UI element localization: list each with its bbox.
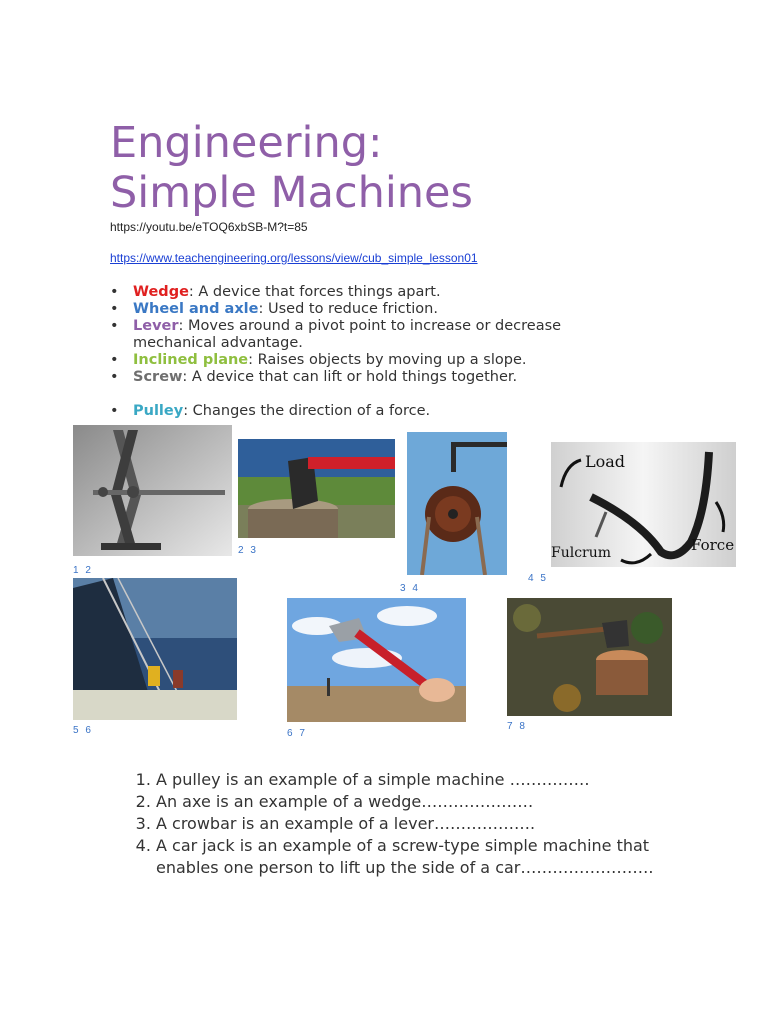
definition-text: : Used to reduce friction. [258, 301, 438, 317]
definition-text: : A device that can lift or hold things together. [182, 369, 518, 385]
definition-text: : Raises objects by moving up a slope. [248, 352, 527, 368]
axe-in-stump-photo [238, 439, 395, 538]
definition-text: : A device that forces things apart. [188, 284, 441, 300]
page-title [110, 118, 473, 218]
title-line-2: Simple Machines [110, 168, 473, 218]
youtube-link[interactable]: https://youtu.be/eTOQ6xbSB-M?t=85 [110, 220, 308, 234]
image-caption: 7 8 [507, 721, 527, 732]
image-caption: 1 2 [73, 565, 93, 576]
pulley-photo [407, 432, 507, 575]
quiz-item: 3. A crowbar is an example of a lever………………. [156, 813, 696, 835]
image-caption: 2 3 [238, 545, 258, 556]
definition-inclined-plane [110, 352, 630, 369]
term-wheel-axle: Wheel and axle [133, 301, 259, 317]
car-jack-photo [73, 425, 232, 556]
term-wedge: Wedge [133, 284, 189, 300]
image-caption: 5 6 [73, 725, 93, 736]
definition-wedge [110, 284, 630, 301]
lever-label-force: Force [691, 536, 735, 554]
hammer-nail-photo [287, 598, 466, 722]
term-inclined-plane: Inclined plane [133, 352, 249, 368]
quiz-item: 2. An axe is an example of a wedge………………… [156, 791, 696, 813]
definition-text: : Changes the direction of a force. [183, 403, 431, 419]
definition-text: : Moves around a pivot point to increase or decrease mechanical advantage. [133, 318, 562, 351]
teachengineering-link[interactable]: https://www.teachengineering.org/lessons/view/cub_simple_lesson01 [110, 251, 478, 265]
title-line-1: Engineering: [110, 118, 383, 168]
lever-diagram [551, 442, 736, 567]
definition-screw [110, 369, 630, 386]
quiz-list [133, 769, 696, 879]
image-caption: 3 4 [400, 583, 420, 594]
quiz-item: 1. A pulley is an example of a simple machine …………… [156, 769, 696, 791]
fishing-boat-photo [73, 578, 237, 720]
definition-pulley [110, 403, 630, 420]
definitions-list [110, 284, 630, 420]
definition-wheel-axle [110, 301, 630, 318]
term-pulley: Pulley [133, 403, 184, 419]
quiz-item: 4. A car jack is an example of a screw-type simple machine that enables one person to lift up the side of a car……………………. [156, 835, 696, 879]
image-caption: 6 7 [287, 728, 307, 739]
term-screw: Screw [133, 369, 183, 385]
definition-lever [110, 318, 630, 352]
image-caption: 4 5 [528, 573, 548, 584]
lever-label-load: Load [585, 452, 626, 471]
term-lever: Lever [133, 318, 179, 334]
axe-stump-forest-photo [507, 598, 672, 716]
lever-label-fulcrum: Fulcrum [551, 545, 612, 561]
